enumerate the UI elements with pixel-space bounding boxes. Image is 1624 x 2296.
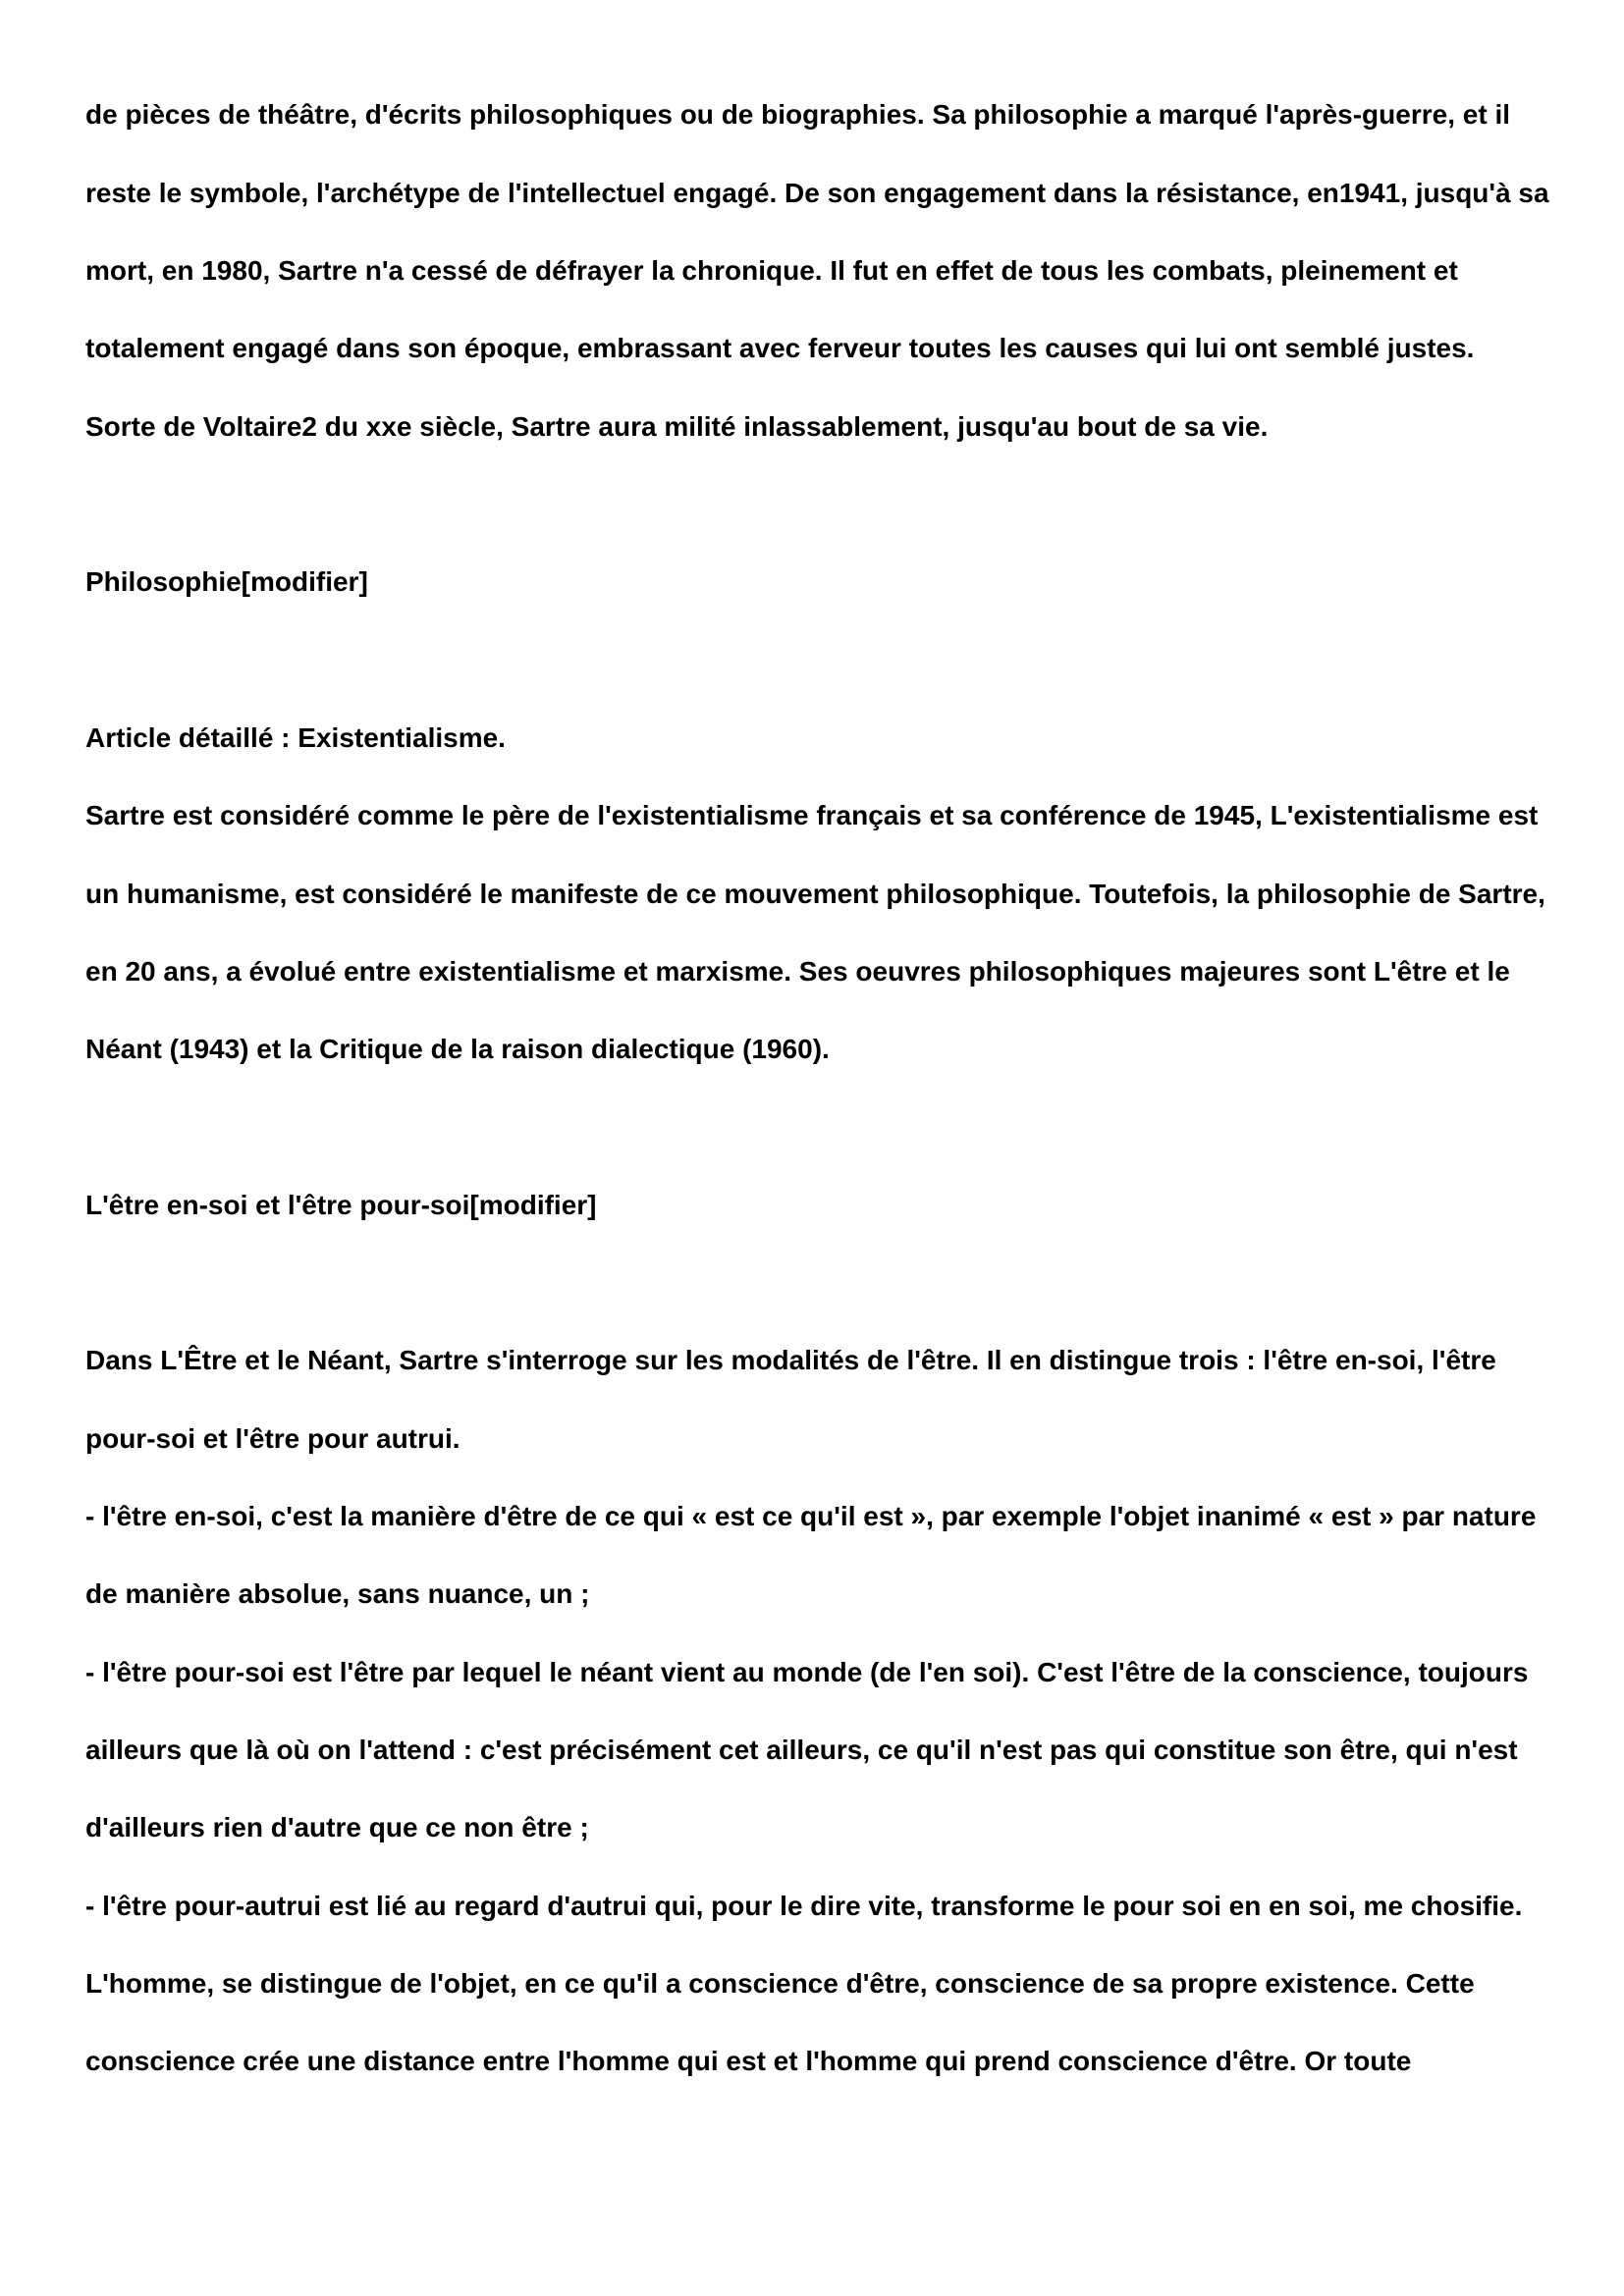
paragraph-line: Néant (1943) et la Critique de la raison dialectique (1960). <box>85 1034 830 1064</box>
paragraph-line: de pièces de théâtre, d'écrits philosophiques ou de biographies. Sa philosophie a marqué l'après-guerre, et il <box>85 99 1510 130</box>
paragraph-line: de manière absolue, sans nuance, un ; <box>85 1578 590 1609</box>
paragraph-line: en 20 ans, a évolué entre existentialisme et marxisme. Ses oeuvres philosophiques majeures sont L'être et le <box>85 956 1510 987</box>
paragraph-line: mort, en 1980, Sartre n'a cessé de défrayer la chronique. Il fut en effet de tous les combats, pleinement et <box>85 255 1458 286</box>
paragraph-line: un humanisme, est considéré le manifeste de ce mouvement philosophique. Toutefois, la philosophie de Sartre, <box>85 879 1545 909</box>
paragraph-line: Sorte de Voltaire2 du xxe siècle, Sartre aura milité inlassablement, jusqu'au bout de sa vie. <box>85 411 1269 442</box>
paragraph-line: - l'être pour-soi est l'être par lequel le néant vient au monde (de l'en soi). C'est l'être de la conscience, toujours <box>85 1657 1529 1687</box>
article-detail-link[interactable]: Article détaillé : Existentialisme. <box>85 722 506 753</box>
paragraph-line: ailleurs que là où on l'attend : c'est précisément cet ailleurs, ce qu'il n'est pas qui constitue son être, qui n'est <box>85 1735 1518 1765</box>
paragraph-line: conscience crée une distance entre l'homme qui est et l'homme qui prend conscience d'être. Or toute <box>85 2046 1412 2076</box>
paragraph-line: Dans L'Être et le Néant, Sartre s'interroge sur les modalités de l'être. Il en distingue trois : l'être en-soi, l'être <box>85 1345 1496 1375</box>
paragraph-line: Sartre est considéré comme le père de l'existentialisme français et sa conférence de 1945, L'existentialisme est <box>85 800 1539 830</box>
paragraph-line: d'ailleurs rien d'autre que ce non être ; <box>85 1812 589 1842</box>
section-heading-philosophie: Philosophie[modifier] <box>85 566 368 597</box>
paragraph-line: reste le symbole, l'archétype de l'intellectuel engagé. De son engagement dans la résistance, en1941, jusqu'à sa <box>85 178 1549 208</box>
section-heading-etre: L'être en-soi et l'être pour-soi[modifier] <box>85 1190 597 1220</box>
paragraph-line: - l'être en-soi, c'est la manière d'être de ce qui « est ce qu'il est », par exemple l'objet inanimé « est » par nature <box>85 1501 1537 1531</box>
paragraph-line: totalement engagé dans son époque, embrassant avec ferveur toutes les causes qui lui ont semblé justes. <box>85 333 1475 363</box>
paragraph-line: L'homme, se distingue de l'objet, en ce qu'il a conscience d'être, conscience de sa propre existence. Cette <box>85 1968 1475 1999</box>
paragraph-line: pour-soi et l'être pour autrui. <box>85 1423 460 1454</box>
paragraph-line: - l'être pour-autrui est lié au regard d'autrui qui, pour le dire vite, transforme le pour soi en en soi, me chosifie. <box>85 1891 1523 1921</box>
